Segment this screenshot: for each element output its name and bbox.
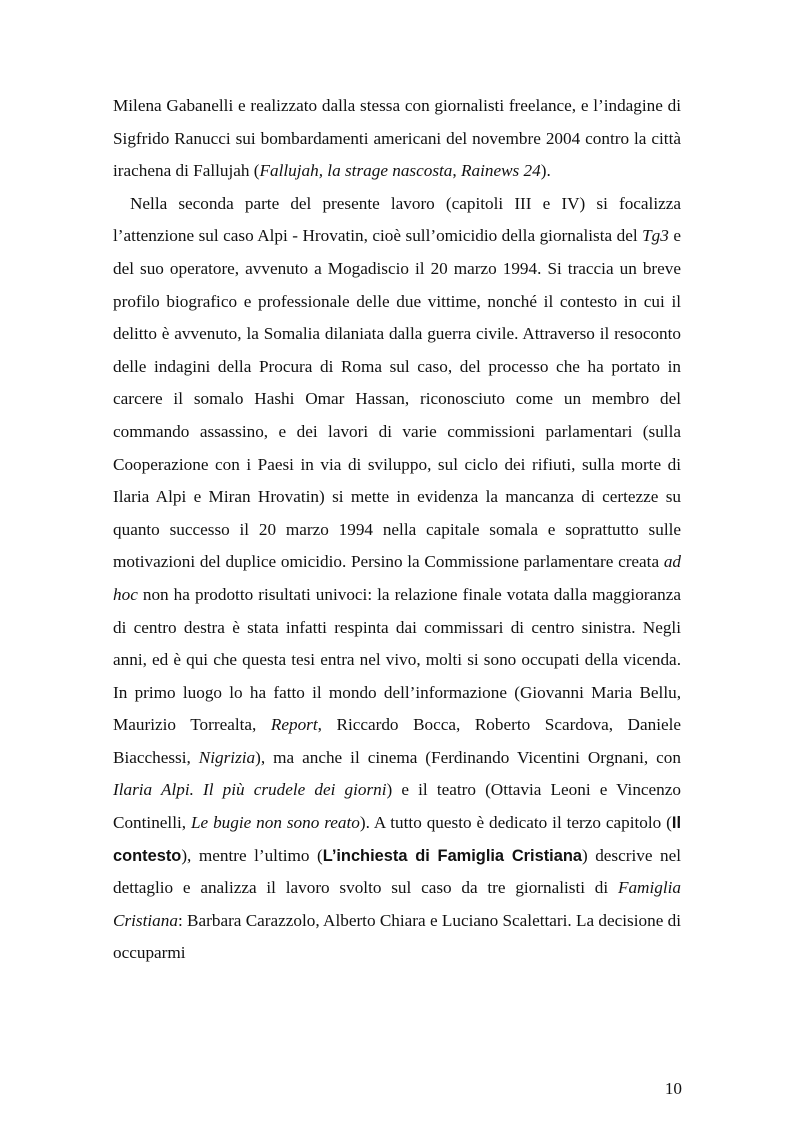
text-run: , — [452, 161, 461, 181]
text-run: ), mentre l’ultimo ( — [181, 845, 323, 865]
italic-title: Rainews 24 — [461, 161, 541, 181]
chapter-title-bold: Il contesto — [113, 814, 682, 865]
paragraph-1 — [113, 90, 681, 188]
text-run: : Barbara Carazzolo, Alberto Chiara e Luciano Scalettari. La decisione di occuparmi — [113, 910, 681, 963]
body-text — [113, 90, 681, 970]
text-run: , Riccardo Bocca, Roberto Scardova, Daniele Biacchessi, — [113, 715, 681, 767]
italic-title: Tg3 — [642, 226, 669, 246]
paragraph-2 — [113, 188, 681, 970]
chapter-title-bold: L’inchiesta di Famiglia Cristiana — [322, 846, 582, 865]
italic-title: Report — [270, 715, 318, 735]
page-number: 10 — [664, 1079, 682, 1098]
text-run: non ha prodotto risultati univoci: la relazione finale votata dalla maggioranza di centro destra è stata infatti respinta dai commissari di centro sinistra. Negli anni, ed è qui che questa tesi entra nel vivo, molti si sono occupati della vicenda. In primo luogo lo ha fatto il mondo dell’informazione (Giovanni Maria Bellu, Maurizio Torrealta, — [113, 584, 681, 735]
text-run: ) e il teatro (Ottavia Leoni e Vincenzo Continelli, — [113, 780, 681, 833]
text-run: ), ma anche il cinema (Ferdinando Vicentini Orgnani, con — [255, 747, 681, 767]
italic-title: Famiglia Cristiana — [113, 878, 681, 930]
italic-title: Fallujah, la strage nascosta — [259, 161, 453, 181]
text-run: Milena Gabanelli e realizzato dalla stessa con giornalisti freelance, e l’indagine di Sigfrido Ranucci sui bombardamenti americani del novembre 2004 contro la città irachena di Fallujah ( — [113, 96, 681, 181]
text-run: ) descrive nel dettaglio e analizza il lavoro svolto sul caso da tre giornalisti di — [113, 845, 681, 898]
italic-title: Ilaria Alpi. Il più crudele dei giorni — [113, 780, 387, 800]
italic-title: Le bugie non sono reato — [190, 813, 360, 833]
text-run: ). A tutto questo è dedicato il terzo capitolo ( — [359, 813, 672, 833]
text-run: ). — [540, 161, 551, 181]
italic-term: ad hoc — [113, 552, 681, 604]
italic-title: Nigrizia — [198, 747, 256, 767]
text-run: Nella seconda parte del presente lavoro (capitoli III e IV) si focalizza l’attenzione sul caso Alpi - Hrovatin, cioè sull’omicidio della giornalista del — [113, 193, 681, 246]
text-run: e del suo operatore, avvenuto a Mogadiscio il 20 marzo 1994. Si traccia un breve profilo biografico e professionale delle due vittime, nonché il contesto in cui il delitto è avvenuto, la Somalia dilaniata dalla guerra civile. Attraverso il resoconto delle indagini della Procura di Roma sul caso, del processo che ha portato in carcere il somalo Hashi Omar Hassan, riconosciuto come un membro del commando assassino, e dei lavori di varie commissioni parlamentari (sulla Cooperazione con i Paesi in via di sviluppo, sul ciclo dei rifiuti, sulla morte di Ilaria Alpi e Miran Hrovatin) si mette in evidenza la mancanza di certezze su quanto successo il 20 marzo 1994 nella capitale somala e soprattutto sulle motivazioni del duplice omicidio. Persino la Commissione parlamentare creata — [113, 226, 681, 572]
